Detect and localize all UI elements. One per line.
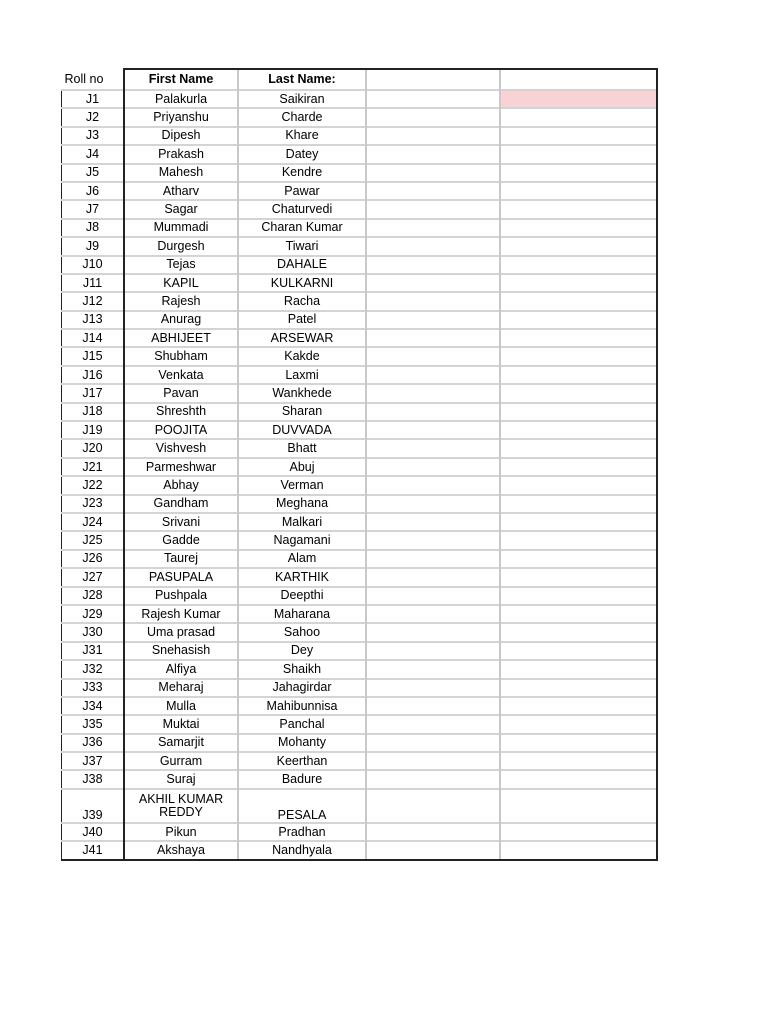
cell-last-name[interactable]: Saikiran: [238, 90, 366, 108]
cell-first-name[interactable]: Mulla: [124, 697, 238, 715]
table-row: [62, 219, 658, 237]
cell-first-name[interactable]: AKHIL KUMAR REDDY: [124, 789, 238, 823]
table-row: [62, 789, 658, 823]
table-row: [62, 715, 658, 733]
cell-first-name[interactable]: Snehasish: [124, 642, 238, 660]
cell-empty[interactable]: [500, 568, 657, 586]
cell-last-name[interactable]: Racha: [238, 292, 366, 310]
cell-first-name[interactable]: Srivani: [124, 513, 238, 531]
cell-empty[interactable]: [366, 90, 500, 108]
table-row: [62, 421, 658, 439]
cell-empty[interactable]: [366, 329, 500, 347]
cell-empty[interactable]: [366, 568, 500, 586]
header-first-name: First Name: [124, 69, 238, 90]
cell-roll-no[interactable]: J20: [62, 439, 125, 457]
table-row: [62, 311, 658, 329]
table-row: [62, 587, 658, 605]
cell-empty[interactable]: [366, 108, 500, 126]
cell-empty[interactable]: [366, 697, 500, 715]
cell-last-name[interactable]: Datey: [238, 145, 366, 163]
table-row: [62, 476, 658, 494]
cell-empty[interactable]: [366, 605, 500, 623]
table-row: [62, 366, 658, 384]
cell-first-name[interactable]: Gadde: [124, 531, 238, 549]
cell-last-name[interactable]: Abuj: [238, 458, 366, 476]
cell-empty[interactable]: [366, 439, 500, 457]
cell-empty[interactable]: [500, 311, 657, 329]
table-row: [62, 108, 658, 126]
cell-empty[interactable]: [500, 587, 657, 605]
cell-last-name[interactable]: Mahibunnisa: [238, 697, 366, 715]
cell-empty[interactable]: [500, 219, 657, 237]
cell-first-name[interactable]: Abhay: [124, 476, 238, 494]
cell-roll-no[interactable]: J38: [62, 770, 125, 788]
cell-empty[interactable]: [366, 274, 500, 292]
cell-empty[interactable]: [366, 679, 500, 697]
cell-empty[interactable]: [500, 642, 657, 660]
cell-empty[interactable]: [500, 770, 657, 788]
cell-roll-no[interactable]: J32: [62, 660, 125, 678]
cell-roll-no[interactable]: J9: [62, 237, 125, 255]
cell-first-name[interactable]: Suraj: [124, 770, 238, 788]
cell-empty[interactable]: [366, 476, 500, 494]
cell-first-name[interactable]: PASUPALA: [124, 568, 238, 586]
header-column-4: [366, 69, 500, 90]
cell-empty[interactable]: [500, 145, 657, 163]
cell-empty[interactable]: [500, 458, 657, 476]
cell-empty[interactable]: [366, 734, 500, 752]
table-row: [62, 605, 658, 623]
cell-last-name[interactable]: Bhatt: [238, 439, 366, 457]
table-row: [62, 513, 658, 531]
cell-first-name[interactable]: Rajesh Kumar: [124, 605, 238, 623]
cell-roll-no[interactable]: J4: [62, 145, 125, 163]
cell-empty[interactable]: [500, 841, 657, 859]
cell-empty[interactable]: [500, 513, 657, 531]
cell-last-name[interactable]: Nagamani: [238, 531, 366, 549]
cell-roll-no[interactable]: J22: [62, 476, 125, 494]
cell-empty[interactable]: [366, 311, 500, 329]
cell-empty[interactable]: [366, 219, 500, 237]
cell-roll-no[interactable]: J5: [62, 164, 125, 182]
cell-last-name[interactable]: Khare: [238, 127, 366, 145]
table-row: [62, 697, 658, 715]
cell-first-name[interactable]: Mummadi: [124, 219, 238, 237]
cell-empty[interactable]: [500, 752, 657, 770]
cell-empty[interactable]: [500, 164, 657, 182]
header-column-5: [500, 69, 657, 90]
cell-empty[interactable]: [366, 256, 500, 274]
cell-roll-no[interactable]: J29: [62, 605, 125, 623]
cell-first-name[interactable]: Muktai: [124, 715, 238, 733]
cell-empty[interactable]: [500, 347, 657, 365]
cell-empty[interactable]: [366, 715, 500, 733]
cell-empty[interactable]: [500, 605, 657, 623]
cell-first-name[interactable]: Shreshth: [124, 403, 238, 421]
cell-last-name[interactable]: KULKARNI: [238, 274, 366, 292]
cell-first-name[interactable]: Parmeshwar: [124, 458, 238, 476]
cell-first-name[interactable]: Tejas: [124, 256, 238, 274]
cell-roll-no[interactable]: J30: [62, 623, 125, 641]
cell-empty[interactable]: [366, 823, 500, 841]
cell-roll-no[interactable]: J21: [62, 458, 125, 476]
cell-first-name[interactable]: Anurag: [124, 311, 238, 329]
cell-empty[interactable]: [500, 823, 657, 841]
header-roll-no: Roll no: [64, 71, 104, 86]
table-row: [62, 274, 658, 292]
cell-last-name[interactable]: Tiwari: [238, 237, 366, 255]
cell-last-name[interactable]: Nandhyala: [238, 841, 366, 859]
table-row: [62, 568, 658, 586]
table-row: [62, 237, 658, 255]
cell-last-name[interactable]: Charde: [238, 108, 366, 126]
table-row: [62, 660, 658, 678]
cell-last-name[interactable]: Wankhede: [238, 384, 366, 402]
cell-empty[interactable]: [366, 182, 500, 200]
cell-first-name[interactable]: Samarjit: [124, 734, 238, 752]
cell-empty[interactable]: [366, 366, 500, 384]
cell-first-name[interactable]: Gurram: [124, 752, 238, 770]
cell-empty[interactable]: [366, 531, 500, 549]
cell-first-name[interactable]: Palakurla: [124, 90, 238, 108]
cell-roll-no[interactable]: J11: [62, 274, 125, 292]
cell-first-name[interactable]: Atharv: [124, 182, 238, 200]
table-row: [62, 531, 658, 549]
cell-roll-no[interactable]: J12: [62, 292, 125, 310]
cell-empty[interactable]: [500, 531, 657, 549]
cell-empty[interactable]: [500, 715, 657, 733]
cell-roll-no[interactable]: J19: [62, 421, 125, 439]
cell-empty[interactable]: [366, 642, 500, 660]
cell-roll-no[interactable]: J26: [62, 550, 125, 568]
cell-empty[interactable]: [366, 421, 500, 439]
cell-empty[interactable]: [500, 697, 657, 715]
table-row: [62, 145, 658, 163]
cell-empty[interactable]: [500, 127, 657, 145]
cell-first-name[interactable]: Durgesh: [124, 237, 238, 255]
table-row: [62, 292, 658, 310]
cell-empty[interactable]: [500, 366, 657, 384]
table-row: [62, 752, 658, 770]
cell-first-name[interactable]: ABHIJEET: [124, 329, 238, 347]
cell-roll-no[interactable]: J37: [62, 752, 125, 770]
cell-empty[interactable]: [366, 164, 500, 182]
cell-empty[interactable]: [500, 550, 657, 568]
cell-first-name[interactable]: Venkata: [124, 366, 238, 384]
cell-last-name[interactable]: ARSEWAR: [238, 329, 366, 347]
cell-last-name[interactable]: Alam: [238, 550, 366, 568]
cell-empty[interactable]: [500, 256, 657, 274]
cell-roll-no[interactable]: J41: [62, 841, 125, 859]
cell-roll-no[interactable]: J13: [62, 311, 125, 329]
cell-last-name[interactable]: Panchal: [238, 715, 366, 733]
cell-last-name[interactable]: Kakde: [238, 347, 366, 365]
table-row: [62, 182, 658, 200]
cell-empty[interactable]: [366, 550, 500, 568]
cell-last-name[interactable]: Badure: [238, 770, 366, 788]
table-row: [62, 127, 658, 145]
cell-empty[interactable]: [366, 660, 500, 678]
table-row: [62, 403, 658, 421]
table-row: [62, 642, 658, 660]
cell-first-name[interactable]: Akshaya: [124, 841, 238, 859]
header-row: [62, 69, 658, 90]
cell-first-name[interactable]: Meharaj: [124, 679, 238, 697]
cell-empty[interactable]: [500, 384, 657, 402]
cell-empty[interactable]: [366, 752, 500, 770]
cell-empty[interactable]: [366, 770, 500, 788]
cell-empty[interactable]: [366, 458, 500, 476]
cell-roll-no[interactable]: J34: [62, 697, 125, 715]
cell-last-name[interactable]: Mohanty: [238, 734, 366, 752]
cell-last-name[interactable]: Keerthan: [238, 752, 366, 770]
cell-first-name[interactable]: KAPIL: [124, 274, 238, 292]
cell-last-name[interactable]: Kendre: [238, 164, 366, 182]
table-row: [62, 495, 658, 513]
cell-roll-no[interactable]: J40: [62, 823, 125, 841]
cell-first-name[interactable]: Mahesh: [124, 164, 238, 182]
cell-roll-no[interactable]: J16: [62, 366, 125, 384]
table-row: [62, 200, 658, 218]
cell-roll-no[interactable]: J15: [62, 347, 125, 365]
cell-empty[interactable]: [366, 237, 500, 255]
cell-first-name[interactable]: Priyanshu: [124, 108, 238, 126]
cell-roll-no[interactable]: J10: [62, 256, 125, 274]
cell-empty[interactable]: [500, 403, 657, 421]
cell-empty[interactable]: [500, 182, 657, 200]
table-row: [62, 439, 658, 457]
cell-empty[interactable]: [500, 200, 657, 218]
cell-highlighted[interactable]: [500, 90, 657, 108]
cell-roll-no[interactable]: J33: [62, 679, 125, 697]
cell-empty[interactable]: [500, 476, 657, 494]
cell-roll-no[interactable]: J1: [62, 90, 125, 108]
cell-first-name[interactable]: Pushpala: [124, 587, 238, 605]
cell-first-name[interactable]: POOJITA: [124, 421, 238, 439]
cell-first-name[interactable]: Pikun: [124, 823, 238, 841]
cell-empty[interactable]: [366, 495, 500, 513]
cell-last-name[interactable]: Charan Kumar: [238, 219, 366, 237]
cell-empty[interactable]: [500, 237, 657, 255]
table-row: [62, 164, 658, 182]
cell-last-name[interactable]: Pradhan: [238, 823, 366, 841]
cell-first-name[interactable]: Prakash: [124, 145, 238, 163]
cell-last-name[interactable]: Dey: [238, 642, 366, 660]
cell-roll-no[interactable]: J18: [62, 403, 125, 421]
cell-last-name[interactable]: Chaturvedi: [238, 200, 366, 218]
cell-roll-no[interactable]: J25: [62, 531, 125, 549]
cell-roll-no[interactable]: J2: [62, 108, 125, 126]
cell-empty[interactable]: [500, 734, 657, 752]
cell-last-name[interactable]: Meghana: [238, 495, 366, 513]
cell-last-name[interactable]: Malkari: [238, 513, 366, 531]
table-row: [62, 679, 658, 697]
cell-last-name[interactable]: Maharana: [238, 605, 366, 623]
cell-first-name[interactable]: Shubham: [124, 347, 238, 365]
cell-roll-no[interactable]: J3: [62, 127, 125, 145]
cell-roll-no[interactable]: J8: [62, 219, 125, 237]
cell-empty[interactable]: [500, 108, 657, 126]
cell-empty[interactable]: [366, 403, 500, 421]
cell-roll-no[interactable]: J6: [62, 182, 125, 200]
cell-empty[interactable]: [500, 660, 657, 678]
cell-roll-no[interactable]: J7: [62, 200, 125, 218]
cell-roll-no[interactable]: J28: [62, 587, 125, 605]
cell-empty[interactable]: [366, 145, 500, 163]
cell-empty[interactable]: [366, 127, 500, 145]
cell-empty[interactable]: [366, 292, 500, 310]
cell-roll-no[interactable]: J14: [62, 329, 125, 347]
cell-empty[interactable]: [500, 274, 657, 292]
cell-roll-no[interactable]: J35: [62, 715, 125, 733]
cell-last-name[interactable]: Sahoo: [238, 623, 366, 641]
cell-first-name[interactable]: Alfiya: [124, 660, 238, 678]
cell-empty[interactable]: [366, 347, 500, 365]
table-row: [62, 384, 658, 402]
cell-empty[interactable]: [366, 384, 500, 402]
cell-first-name[interactable]: Pavan: [124, 384, 238, 402]
cell-first-name[interactable]: Vishvesh: [124, 439, 238, 457]
cell-last-name[interactable]: KARTHIK: [238, 568, 366, 586]
cell-roll-no[interactable]: J39: [62, 789, 125, 823]
cell-empty[interactable]: [366, 623, 500, 641]
cell-empty[interactable]: [500, 439, 657, 457]
cell-first-name[interactable]: Rajesh: [124, 292, 238, 310]
cell-first-name[interactable]: Taurej: [124, 550, 238, 568]
cell-empty[interactable]: [500, 495, 657, 513]
cell-last-name[interactable]: Deepthi: [238, 587, 366, 605]
table-row: [62, 256, 658, 274]
table-row: [62, 458, 658, 476]
cell-last-name[interactable]: Sharan: [238, 403, 366, 421]
table-row: [62, 770, 658, 788]
cell-roll-no[interactable]: J31: [62, 642, 125, 660]
table-row: [62, 841, 658, 859]
cell-empty[interactable]: [500, 421, 657, 439]
cell-empty[interactable]: [366, 513, 500, 531]
roster-table: [61, 68, 658, 861]
cell-first-name[interactable]: Uma prasad: [124, 623, 238, 641]
cell-roll-no[interactable]: J36: [62, 734, 125, 752]
table-row: [62, 347, 658, 365]
cell-last-name[interactable]: Jahagirdar: [238, 679, 366, 697]
cell-first-name[interactable]: Gandham: [124, 495, 238, 513]
cell-last-name[interactable]: Patel: [238, 311, 366, 329]
table-row: [62, 734, 658, 752]
cell-last-name[interactable]: Laxmi: [238, 366, 366, 384]
table-row: [62, 90, 658, 108]
cell-last-name[interactable]: Pawar: [238, 182, 366, 200]
cell-last-name[interactable]: Shaikh: [238, 660, 366, 678]
cell-roll-no[interactable]: J24: [62, 513, 125, 531]
cell-empty[interactable]: [366, 587, 500, 605]
cell-roll-no[interactable]: J17: [62, 384, 125, 402]
table-row: [62, 329, 658, 347]
roster-table-body: [62, 69, 658, 860]
cell-empty[interactable]: [366, 789, 500, 823]
cell-empty[interactable]: [500, 623, 657, 641]
table-row: [62, 550, 658, 568]
cell-last-name[interactable]: PESALA: [238, 789, 366, 823]
cell-first-name[interactable]: Sagar: [124, 200, 238, 218]
cell-roll-no[interactable]: J23: [62, 495, 125, 513]
cell-empty[interactable]: [366, 200, 500, 218]
cell-empty[interactable]: [366, 841, 500, 859]
cell-empty[interactable]: [500, 789, 657, 823]
cell-last-name[interactable]: DAHALE: [238, 256, 366, 274]
cell-last-name[interactable]: DUVVADA: [238, 421, 366, 439]
table-row: [62, 623, 658, 641]
cell-empty[interactable]: [500, 292, 657, 310]
table-row: [62, 823, 658, 841]
cell-first-name[interactable]: Dipesh: [124, 127, 238, 145]
header-last-name: Last Name:: [238, 69, 366, 90]
cell-empty[interactable]: [500, 679, 657, 697]
cell-last-name[interactable]: Verman: [238, 476, 366, 494]
cell-roll-no[interactable]: J27: [62, 568, 125, 586]
cell-empty[interactable]: [500, 329, 657, 347]
